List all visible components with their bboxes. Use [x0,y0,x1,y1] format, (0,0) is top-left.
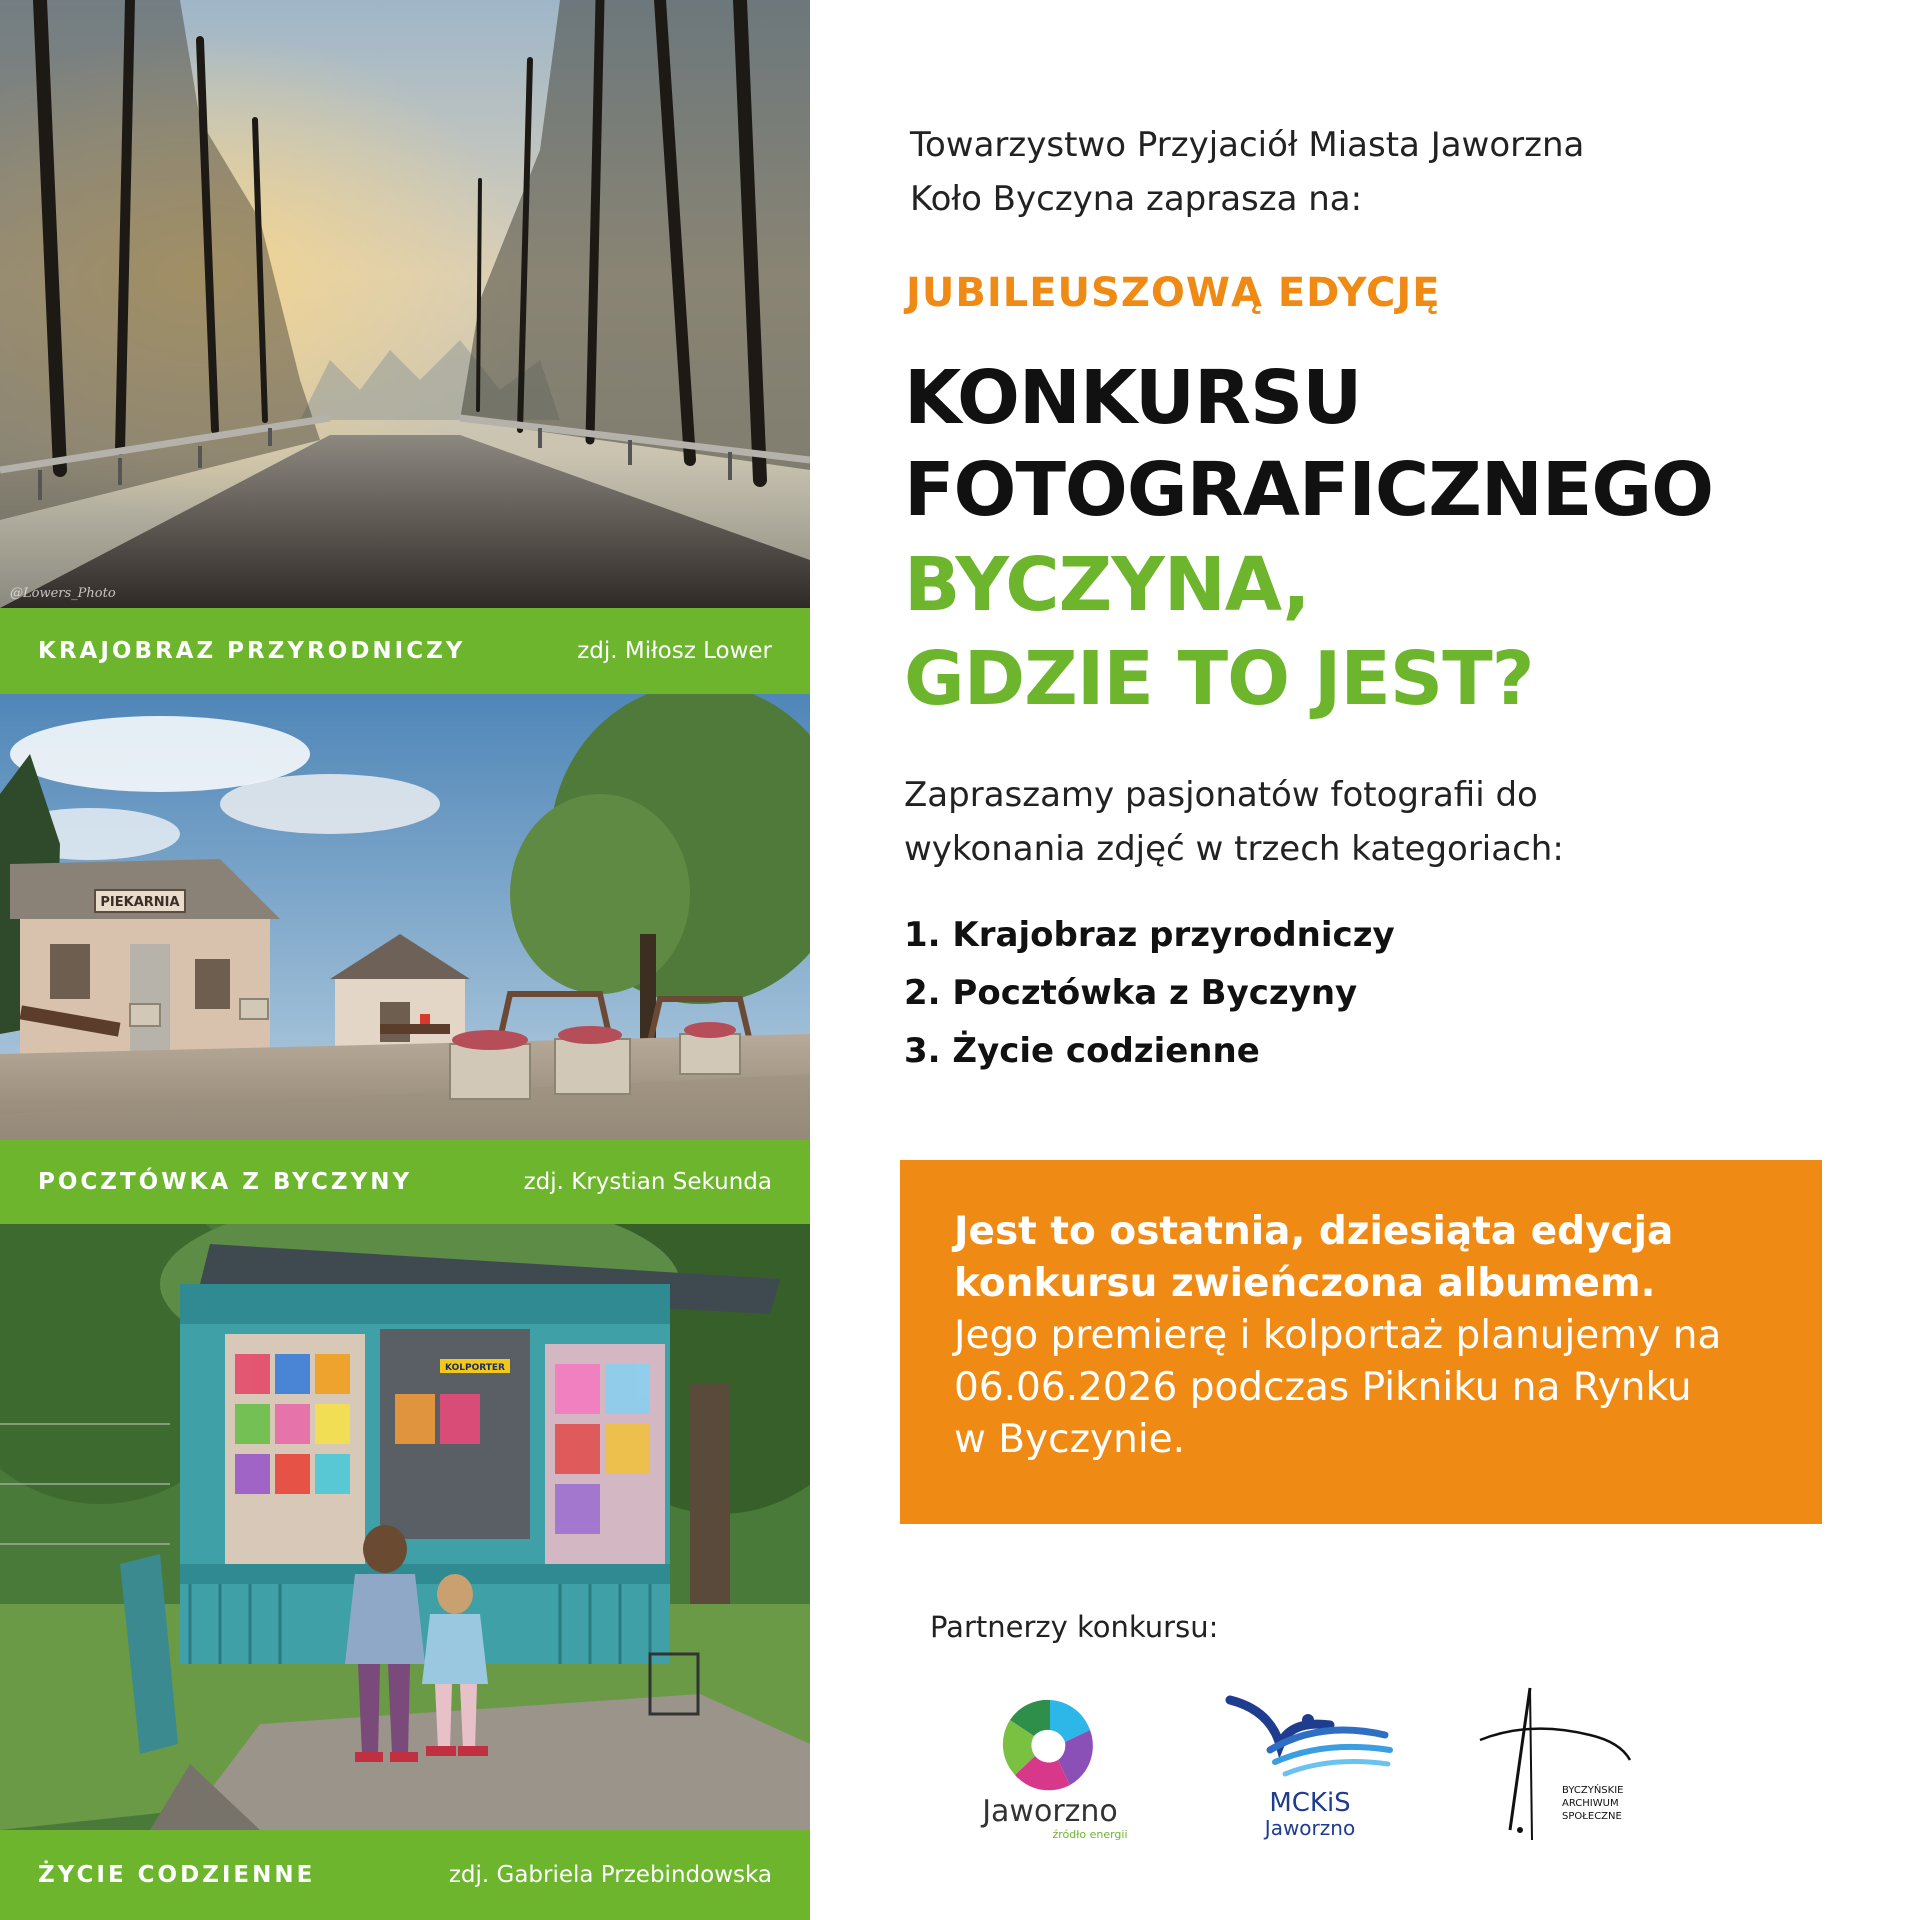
title-line: FOTOGRAFICZNEGO [904,447,1714,533]
photo-postcard [0,694,810,1140]
announcement-bold-line: konkursu zwieńczona albumem. [954,1261,1656,1306]
title-main [904,352,1713,536]
caption-category: POCZTÓWKA Z BYCZYNY [38,1169,413,1195]
announcement-line: 06.06.2026 podczas Pikniku na Rynku [954,1365,1692,1410]
partners-label: Partnerzy konkursu: [930,1610,1219,1644]
category-item: 2. Pocztówka z Byczyny [904,973,1358,1013]
announcement-bold-line: Jest to ostatnia, dziesiąta edycja [954,1209,1674,1254]
archiwum-logo [1470,1680,1670,1850]
jaworzno-logo [950,1690,1150,1840]
intro-line: Towarzystwo Przyjaciół Miasta Jaworzna [910,125,1585,165]
kicker-heading: JUBILEUSZOWĄ EDYCJĘ [906,270,1441,316]
announcement-line: w Byczynie. [954,1417,1186,1462]
mckis-logo-name: MCKiS [1269,1788,1351,1818]
photo-watermark: @Lowers_Photo [10,586,116,601]
caption-category: ŻYCIE CODZIENNE [38,1862,316,1888]
body-line: wykonania zdjęć w trzech kategoriach: [904,829,1564,869]
body-line: Zapraszamy pasjonatów fotografii do [904,775,1538,815]
intro-line: Koło Byczyna zaprasza na: [910,179,1363,219]
jaworzno-logo-tagline: źródło energii [1052,1828,1128,1841]
announcement-line: Jego premierę i kolportaż planujemy na [954,1313,1722,1358]
mckis-logo-icon [1210,1690,1410,1790]
caption-bar-postcard [0,1140,810,1224]
bakery-sign: PIEKARNIA [100,895,180,910]
caption-category: KRAJOBRAZ PRZYRODNICZY [38,638,466,664]
intro-text [910,118,1584,226]
photo-column [0,0,810,1920]
title-line: BYCZYNA, [904,542,1310,628]
mckis-logo [1210,1690,1410,1840]
caption-author: zdj. Krystian Sekunda [523,1169,772,1195]
photo-landscape [0,0,810,608]
title-highlight [904,538,1534,726]
archiwum-logo-line: BYCZYŃSKIE [1562,1785,1624,1796]
caption-author: zdj. Miłosz Lower [577,638,772,664]
caption-bar-landscape [0,608,810,694]
category-item: 1. Krajobraz przyrodniczy [904,915,1395,955]
archiwum-logo-text [1562,1784,1670,1823]
caption-author: zdj. Gabriela Przebindowska [448,1862,772,1888]
title-line: GDZIE TO JEST? [904,636,1534,722]
announcement-box [900,1160,1822,1524]
photo-everyday-life [0,1224,810,1830]
jaworzno-logo-name: Jaworzno [982,1794,1118,1829]
category-list [904,906,1395,1080]
archiwum-logo-line: SPOŁECZNE [1562,1811,1622,1822]
body-text [904,768,1564,876]
archiwum-logo-line: ARCHIWUM [1562,1798,1619,1809]
mckis-logo-sub: Jaworzno [1264,1816,1356,1840]
kiosk-sign: KOLPORTER [445,1363,505,1373]
caption-bar-everyday-life [0,1830,810,1920]
content-column [810,0,1916,1920]
category-item: 3. Życie codzienne [904,1031,1260,1071]
archiwum-logo-icon [1470,1680,1670,1850]
jaworzno-logo-icon [950,1690,1150,1800]
title-line: KONKURSU [904,355,1362,441]
